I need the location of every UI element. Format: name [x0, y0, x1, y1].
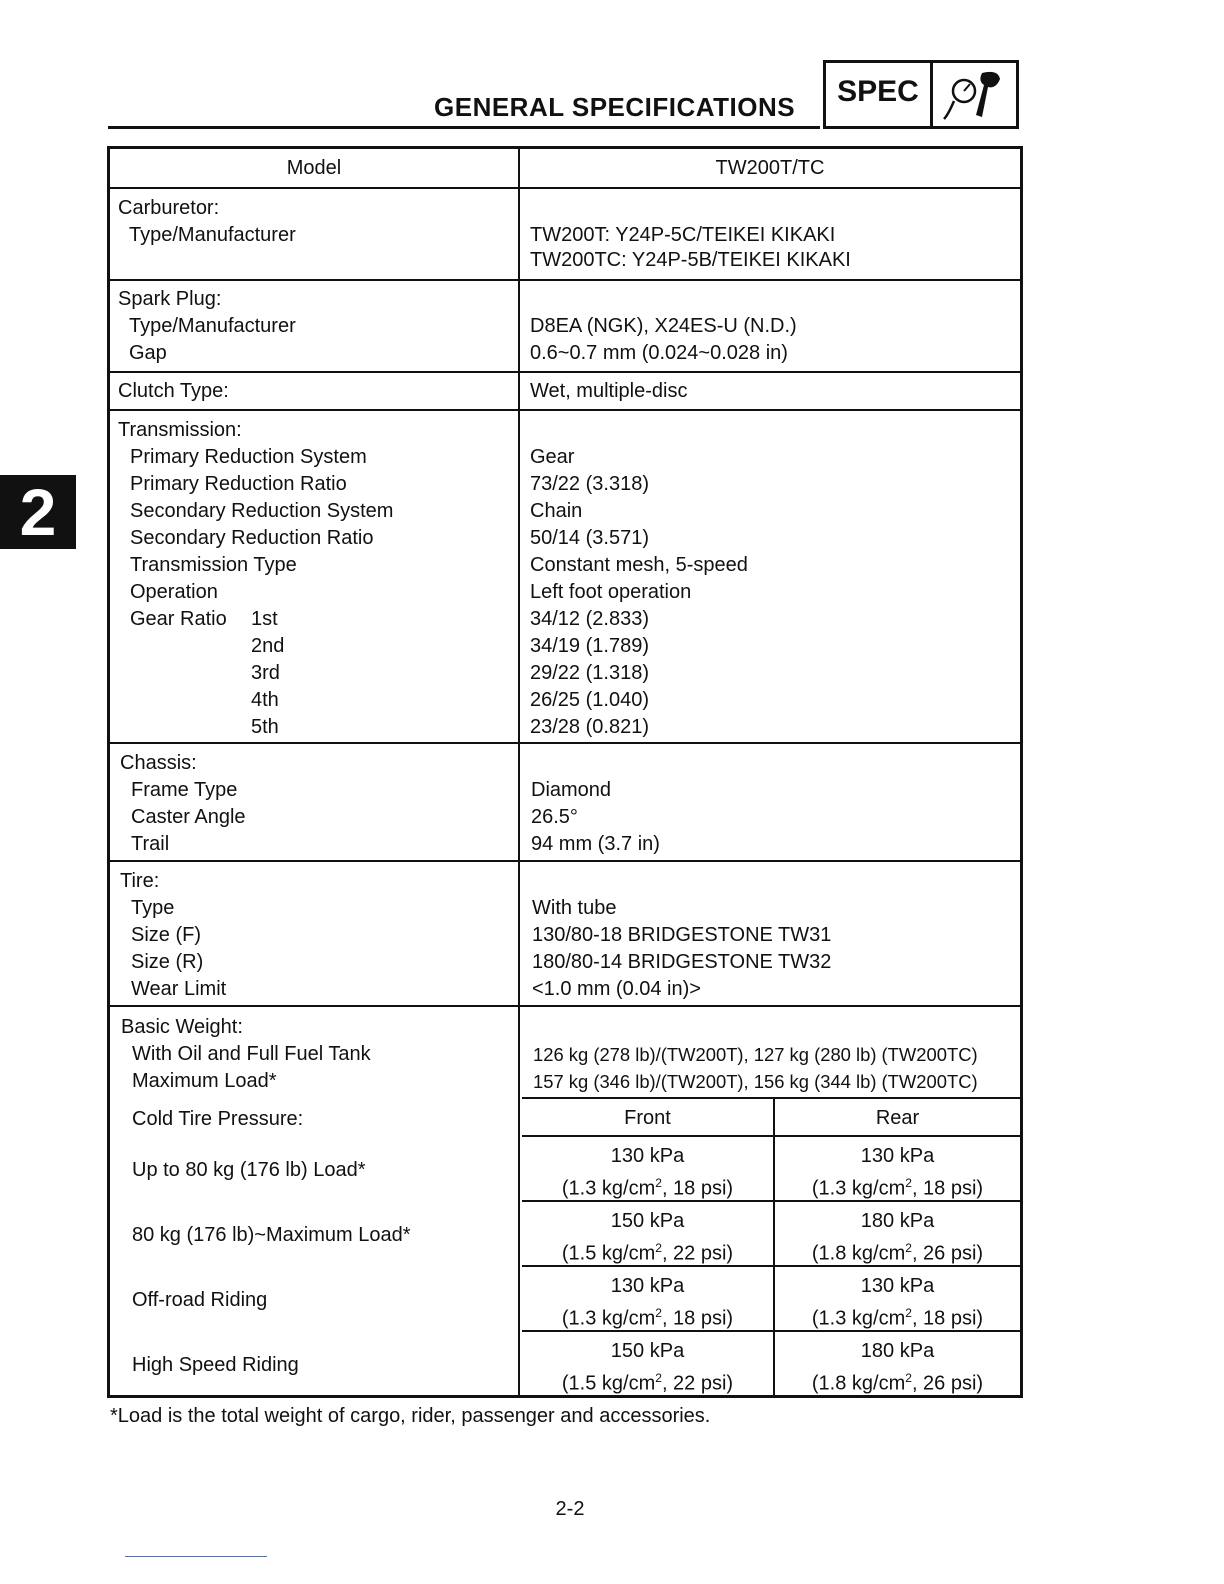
clutch-value: Wet, multiple-disc	[530, 380, 688, 402]
tire-row-label: Type	[131, 897, 175, 919]
chassis-row-value: 26.5°	[531, 806, 578, 828]
weight-row-value: 157 kg (346 lb)/(TW200T), 156 kg (344 lb) (TW200TC)	[533, 1071, 978, 1092]
carburetor-type-label: Type/Manufacturer	[129, 224, 296, 246]
page-title: GENERAL SPECIFICATIONS	[434, 92, 796, 122]
tire-row-label: Size (F)	[131, 924, 201, 946]
gear-label: 3rd	[251, 662, 280, 684]
tire-row-label: Size (R)	[131, 951, 204, 973]
pressure-rear-kpa: 180 kPa	[860, 1340, 935, 1362]
pressure-front-kpa: 150 kPa	[610, 1210, 685, 1232]
tire-row-value: 180/80-14 BRIDGESTONE TW32	[532, 951, 832, 973]
pressure-front-kpa: 130 kPa	[610, 1275, 685, 1297]
chapter-tab: 2	[0, 475, 76, 549]
pressure-front-alt: (1.5 $kg/cm^2$, 22 psi)	[561, 1371, 734, 1395]
spec-badge-divider	[930, 63, 933, 126]
weight-row-value: 126 kg (278 lb)/(TW200T), 127 kg (280 lb) (TW200TC)	[533, 1044, 978, 1065]
pressure-divider	[522, 1097, 1020, 1099]
pressure-rear-alt: (1.8 $kg/cm^2$, 26 psi)	[811, 1371, 984, 1395]
gear-value: 34/12 (2.833)	[530, 608, 649, 630]
transmission-row-label: Operation	[130, 581, 218, 603]
gear-label: 2nd	[251, 635, 285, 657]
carburetor-heading: Carburetor:	[118, 197, 220, 219]
header-model-value: TW200T/TC	[715, 157, 825, 179]
transmission-row-value: Gear	[530, 446, 575, 468]
tire-row-label: Wear Limit	[131, 978, 227, 1000]
carburetor-value-tc: TW200TC: Y24P-5B/TEIKEI KIKAKI	[530, 249, 851, 271]
transmission-row-label: Primary Reduction System	[130, 446, 367, 468]
transmission-row-label: Secondary Reduction Ratio	[130, 527, 374, 549]
pressure-row-label: 80 kg (176 lb)~Maximum Load*	[132, 1224, 411, 1246]
pressure-front-alt: (1.3 $kg/cm^2$, 18 psi)	[561, 1306, 734, 1330]
pressure-row-label: Off-road Riding	[132, 1289, 268, 1311]
spark-plug-gap-label: Gap	[129, 342, 167, 364]
pressure-front-kpa: 150 kPa	[610, 1340, 685, 1362]
transmission-row-value: 50/14 (3.571)	[530, 527, 649, 549]
chassis-row-label: Frame Type	[131, 779, 238, 801]
chassis-row-label: Caster Angle	[131, 806, 246, 828]
transmission-row-label: Primary Reduction Ratio	[130, 473, 347, 495]
chassis-row-value: 94 mm (3.7 in)	[531, 833, 660, 855]
gear-value: 23/28 (0.821)	[530, 716, 649, 738]
spark-plug-type-value: D8EA (NGK), X24ES-U (N.D.)	[530, 315, 797, 337]
pressure-rear-kpa: 130 kPa	[860, 1145, 935, 1167]
spec-badge	[823, 60, 1019, 129]
pressure-rear-kpa: 130 kPa	[860, 1275, 935, 1297]
pressure-row-label: Up to 80 kg (176 lb) Load*	[132, 1159, 366, 1181]
row-divider	[110, 371, 1020, 373]
transmission-row-value: 73/22 (3.318)	[530, 473, 649, 495]
tire-row-value: 130/80-18 BRIDGESTONE TW31	[532, 924, 832, 946]
weight-row-label: Maximum Load*	[132, 1070, 277, 1092]
tire-row-value: <1.0 mm (0.04 in)>	[532, 978, 701, 1000]
spec-badge-label: SPEC	[837, 75, 919, 108]
row-divider	[110, 860, 1020, 862]
gear-label: 1st	[251, 608, 278, 630]
clutch-label: Clutch Type:	[118, 380, 229, 402]
chassis-heading: Chassis:	[120, 752, 197, 774]
row-divider	[110, 742, 1020, 744]
tire-row-value: With tube	[532, 897, 617, 919]
pressure-front-alt: (1.3 $kg/cm^2$, 18 psi)	[561, 1176, 734, 1200]
spark-plug-gap-value: 0.6~0.7 mm (0.024~0.028 in)	[530, 342, 788, 364]
transmission-row-label: Transmission Type	[130, 554, 297, 576]
chassis-row-label: Trail	[131, 833, 170, 855]
pressure-rear-alt: (1.3 $kg/cm^2$, 18 psi)	[811, 1176, 984, 1200]
page-number: 2-2	[555, 1498, 585, 1520]
gear-ratio-label: Gear Ratio	[130, 608, 227, 630]
title-underline	[108, 126, 820, 129]
pressure-label: Cold Tire Pressure:	[132, 1108, 304, 1130]
gear-value: 29/22 (1.318)	[530, 662, 649, 684]
column-divider	[518, 149, 520, 1395]
transmission-heading: Transmission:	[118, 419, 242, 441]
transmission-row-value: Constant mesh, 5-speed	[530, 554, 748, 576]
gear-label: 4th	[251, 689, 279, 711]
footnote: *Load is the total weight of cargo, rider, passenger and accessories.	[110, 1405, 711, 1427]
tire-heading: Tire:	[120, 870, 160, 892]
gear-label: 5th	[251, 716, 279, 738]
pressure-header-rear: Rear	[875, 1107, 920, 1129]
pressure-row-label: High Speed Riding	[132, 1354, 299, 1376]
transmission-row-value: Left foot operation	[530, 581, 692, 603]
pressure-rear-alt: (1.3 $kg/cm^2$, 18 psi)	[811, 1306, 984, 1330]
row-divider	[110, 1005, 1020, 1007]
transmission-row-value: Chain	[530, 500, 583, 522]
pressure-rear-alt: (1.8 $kg/cm^2$, 26 psi)	[811, 1241, 984, 1265]
gear-value: 34/19 (1.789)	[530, 635, 649, 657]
row-divider	[110, 409, 1020, 411]
pressure-divider	[522, 1135, 1020, 1137]
pressure-rear-kpa: 180 kPa	[860, 1210, 935, 1232]
header-model: Model	[286, 157, 342, 179]
spark-plug-heading: Spark Plug:	[118, 288, 222, 310]
spec-table	[107, 146, 1023, 1398]
row-divider	[110, 279, 1020, 281]
pressure-front-kpa: 130 kPa	[610, 1145, 685, 1167]
weight-heading: Basic Weight:	[121, 1016, 243, 1038]
chassis-row-value: Diamond	[531, 779, 612, 801]
gauge-wrench-icon	[938, 67, 1014, 125]
bottom-rule	[125, 1556, 267, 1557]
gear-value: 26/25 (1.040)	[530, 689, 649, 711]
pressure-header-front: Front	[624, 1107, 671, 1129]
transmission-row-label: Secondary Reduction System	[130, 500, 394, 522]
weight-row-label: With Oil and Full Fuel Tank	[132, 1043, 371, 1065]
pressure-front-alt: (1.5 $kg/cm^2$, 22 psi)	[561, 1241, 734, 1265]
carburetor-value-t: TW200T: Y24P-5C/TEIKEI KIKAKI	[530, 224, 836, 246]
spark-plug-type-label: Type/Manufacturer	[129, 315, 296, 337]
row-divider	[110, 187, 1020, 189]
